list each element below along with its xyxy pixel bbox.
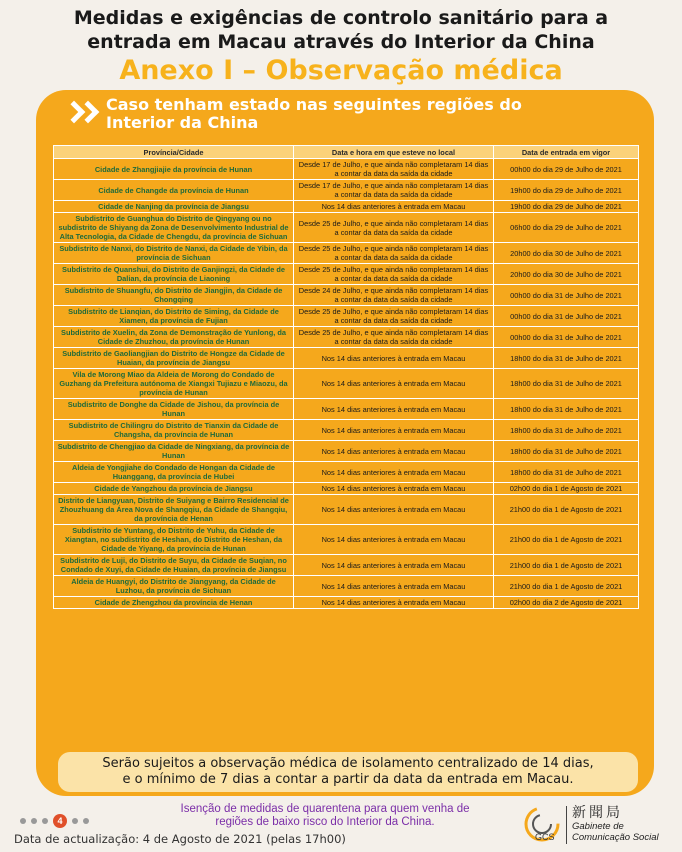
annex-subtitle: Anexo I – Observação médica [119, 55, 563, 86]
stay-period-cell: Desde 25 de Julho, e que ainda não completaram 14 dias a contar da data da saída da cidade [294, 243, 494, 264]
current-page-badge[interactable]: 4 [53, 814, 67, 828]
table-row [54, 495, 639, 525]
effective-date-cell: 18h00 do dia 31 de Julho de 2021 [494, 462, 639, 483]
title-line-1: Medidas e exigências de controlo sanitário para a [73, 7, 609, 29]
region-cell: Subdistrito de Xuelin, da Zona de Demonstração de Yunlong, da Cidade de Zhuzhou, da província de Hunan [54, 327, 294, 348]
panel-heading-line-1: Caso tenham estado nas seguintes regiões do [106, 95, 522, 114]
region-cell: Vila de Morong Miao da Aldeia de Morong do Condado de Guzhang da Prefeitura autónoma de Xiangxi Tujiazu e Miaozu, da província de Hunan [54, 369, 294, 399]
stay-period-cell: Nos 14 dias anteriores à entrada em Macau [294, 348, 494, 369]
effective-date-cell: 06h00 do dia 29 de Julho de 2021 [494, 213, 639, 243]
effective-date-cell: 02h00 do dia 2 de Agosto de 2021 [494, 597, 639, 609]
region-cell: Subdistrito de Luji, do Distrito de Suyu, da Cidade de Suqian, no Condado de Xuyi, da Cidade de Huaian, da província de Jiangsu [54, 555, 294, 576]
table-row [54, 159, 639, 180]
effective-date-cell: 21h00 do dia 1 de Agosto de 2021 [494, 576, 639, 597]
column-header-stay-period: Data e hora em que esteve no local [294, 146, 494, 159]
column-header-effective-date: Data de entrada em vigor [494, 146, 639, 159]
region-cell: Subdistrito de Donghe da Cidade de Jishou, da província de Hunan [54, 399, 294, 420]
table-row [54, 327, 639, 348]
effective-date-cell: 00h00 do dia 31 de Julho de 2021 [494, 327, 639, 348]
page-dot[interactable] [42, 818, 48, 824]
effective-date-cell: 18h00 do dia 31 de Julho de 2021 [494, 399, 639, 420]
table-row [54, 576, 639, 597]
effective-date-cell: 19h00 do dia 29 de Julho de 2021 [494, 180, 639, 201]
effective-date-cell: 00h00 do dia 31 de Julho de 2021 [494, 285, 639, 306]
region-cell: Aldeia de Yongjiahe do Condado de Hongan da Cidade de Huanggang, da província de Hubei [54, 462, 294, 483]
region-cell: Cidade de Changde da província de Hunan [54, 180, 294, 201]
exemption-line-1: Isenção de medidas de quarentena para quem venha de [180, 803, 470, 815]
table-row [54, 462, 639, 483]
gcs-logo-icon [522, 804, 562, 844]
table-row [54, 264, 639, 285]
table-row [54, 348, 639, 369]
table-row [54, 213, 639, 243]
page-dot[interactable] [72, 818, 78, 824]
gcs-logo [522, 802, 672, 848]
table-row [54, 201, 639, 213]
stay-period-cell: Desde 17 de Julho, e que ainda não completaram 14 dias a contar da data da saída da cidade [294, 180, 494, 201]
page-title [0, 6, 682, 54]
table-row [54, 555, 639, 576]
table-header-row [54, 146, 639, 159]
table-row [54, 243, 639, 264]
region-cell: Subdistrito de Gaoliangjian do Distrito de Hongze da Cidade de Huaian, da província de Jiangsu [54, 348, 294, 369]
panel-heading-line-2: Interior da China [106, 113, 259, 132]
stay-period-cell: Nos 14 dias anteriores à entrada em Macau [294, 495, 494, 525]
note-line-1: Serão sujeitos a observação médica de isolamento centralizado de 14 dias, [102, 756, 594, 771]
table-row [54, 369, 639, 399]
stay-period-cell: Nos 14 dias anteriores à entrada em Macau [294, 399, 494, 420]
effective-date-cell: 18h00 do dia 31 de Julho de 2021 [494, 420, 639, 441]
logo-chinese-name: 新聞局 [572, 805, 623, 821]
effective-date-cell: 18h00 do dia 31 de Julho de 2021 [494, 348, 639, 369]
effective-date-cell: 19h00 do dia 29 de Julho de 2021 [494, 201, 639, 213]
table-row [54, 180, 639, 201]
region-cell: Subdistrito de Lianqian, do Distrito de Siming, da Cidade de Xiamen, da província de Fujian [54, 306, 294, 327]
exemption-link[interactable] [150, 803, 500, 829]
effective-date-cell: 18h00 do dia 31 de Julho de 2021 [494, 369, 639, 399]
effective-date-cell: 20h00 do dia 30 de Julho de 2021 [494, 243, 639, 264]
region-cell: Cidade de Zhangjiajie da província de Hunan [54, 159, 294, 180]
page-dot[interactable] [20, 818, 26, 824]
region-cell: Subdistrito de Yuntang, do Distrito de Yuhu, da Cidade de Xiangtan, no subdistrito de Heshan, do Distrito de Heshan, da Cidade de Yiyang, da província de Hunan [54, 525, 294, 555]
stay-period-cell: Nos 14 dias anteriores à entrada em Macau [294, 555, 494, 576]
note-line-2: e o mínimo de 7 dias a contar a partir da data da entrada em Macau. [122, 772, 574, 787]
stay-period-cell: Desde 17 de Julho, e que ainda não completaram 14 dias a contar da data da saída da cidade [294, 159, 494, 180]
effective-date-cell: 21h00 do dia 1 de Agosto de 2021 [494, 495, 639, 525]
panel-heading [66, 96, 566, 136]
effective-date-cell: 21h00 do dia 1 de Agosto de 2021 [494, 555, 639, 576]
region-cell: Distrito de Liangyuan, Distrito de Suiyang e Bairro Residencial de Zhouzhuang da Área Nova de Shangqiu, da Cidade de Shangqiu, da província de Henan [54, 495, 294, 525]
effective-date-cell: 18h00 do dia 31 de Julho de 2021 [494, 441, 639, 462]
svg-text:GCS: GCS [535, 832, 555, 842]
stay-period-cell: Desde 25 de Julho, e que ainda não completaram 14 dias a contar da data da saída da cidade [294, 213, 494, 243]
region-cell: Subdistrito de Chengjiao da Cidade de Ningxiang, da província de Hunan [54, 441, 294, 462]
stay-period-cell: Desde 25 de Julho, e que ainda não completaram 14 dias a contar da data da saída da cidade [294, 306, 494, 327]
table-row [54, 525, 639, 555]
region-cell: Cidade de Yangzhou da província de Jiangsu [54, 483, 294, 495]
double-chevron-icon [66, 96, 102, 136]
page-dot[interactable] [31, 818, 37, 824]
stay-period-cell: Nos 14 dias anteriores à entrada em Macau [294, 369, 494, 399]
table-row [54, 597, 639, 609]
stay-period-cell: Nos 14 dias anteriores à entrada em Macau [294, 483, 494, 495]
stay-period-cell: Nos 14 dias anteriores à entrada em Macau [294, 525, 494, 555]
stay-period-cell: Nos 14 dias anteriores à entrada em Macau [294, 462, 494, 483]
table-row [54, 420, 639, 441]
update-date: Data de actualização: 4 de Agosto de 2021 (pelas 17h00) [14, 832, 346, 846]
page-indicator [20, 814, 94, 828]
observation-note [58, 752, 638, 792]
regions-table [53, 145, 639, 609]
effective-date-cell: 21h00 do dia 1 de Agosto de 2021 [494, 525, 639, 555]
region-cell: Aldeia de Huangyi, do Distrito de Jiangyang, da Cidade de Luzhou, da província de Sichuan [54, 576, 294, 597]
table-row [54, 285, 639, 306]
region-cell: Subdistrito de Chilingru do Distrito de Tianxin da Cidade de Changsha, da província de Hunan [54, 420, 294, 441]
logo-name-line-1: Gabinete de [572, 821, 624, 832]
effective-date-cell: 00h00 do dia 29 de Julho de 2021 [494, 159, 639, 180]
title-line-2: entrada em Macau através do Interior da China [87, 31, 595, 53]
column-header-region: Província/Cidade [54, 146, 294, 159]
table-row [54, 483, 639, 495]
page-dot[interactable] [83, 818, 89, 824]
region-cell: Subdistrito de Nanxi, do Distrito de Nanxi, da Cidade de Yibin, da província de Sichuan [54, 243, 294, 264]
stay-period-cell: Nos 14 dias anteriores à entrada em Macau [294, 420, 494, 441]
region-cell: Cidade de Zhengzhou da província de Henan [54, 597, 294, 609]
region-cell: Subdistrito de Guanghua do Distrito de Qingyang ou no subdistrito de Shiyang da Zona de Desenvolvimento Industrial de Alta Tecnologia, da Cidade de Chengdu, da província de Sichuan [54, 213, 294, 243]
stay-period-cell: Nos 14 dias anteriores à entrada em Macau [294, 597, 494, 609]
stay-period-cell: Desde 24 de Julho, e que ainda não completaram 14 dias a contar da data da saída da cidade [294, 285, 494, 306]
logo-name-line-2: Comunicação Social [572, 832, 659, 843]
table-row [54, 399, 639, 420]
table-body [54, 159, 639, 609]
effective-date-cell: 02h00 do dia 1 de Agosto de 2021 [494, 483, 639, 495]
table-row [54, 306, 639, 327]
table-row [54, 441, 639, 462]
stay-period-cell: Desde 25 de Julho, e que ainda não completaram 14 dias a contar da data da saída da cidade [294, 264, 494, 285]
stay-period-cell: Desde 25 de Julho, e que ainda não completaram 14 dias a contar da data da saída da cidade [294, 327, 494, 348]
region-cell: Cidade de Nanjing da província de Jiangsu [54, 201, 294, 213]
stay-period-cell: Nos 14 dias anteriores à entrada em Macau [294, 576, 494, 597]
effective-date-cell: 00h00 do dia 31 de Julho de 2021 [494, 306, 639, 327]
stay-period-cell: Nos 14 dias anteriores à entrada em Macau [294, 441, 494, 462]
effective-date-cell: 20h00 do dia 30 de Julho de 2021 [494, 264, 639, 285]
exemption-line-2: regiões de baixo risco do Interior da China. [215, 816, 435, 828]
region-cell: Subdistrito de Quanshui, do Distrito de Ganjingzi, da Cidade de Dalian, da província de Liaoning [54, 264, 294, 285]
region-cell: Subdistrito de Shuangfu, do Distrito de Jiangjin, da Cidade de Chongqing [54, 285, 294, 306]
stay-period-cell: Nos 14 dias anteriores à entrada em Macau [294, 201, 494, 213]
